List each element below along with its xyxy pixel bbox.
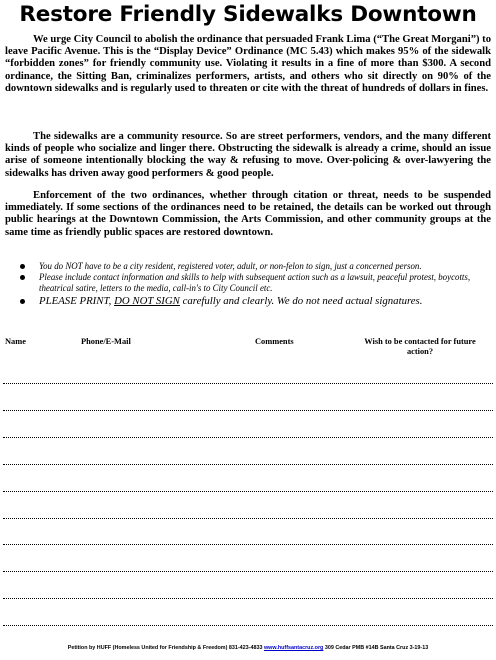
signature-row-line xyxy=(3,544,493,545)
website-link[interactable]: www.huffsantacruz.org xyxy=(263,645,324,651)
signature-row-line xyxy=(3,491,493,492)
footer xyxy=(0,645,496,651)
page-title: Restore Friendly Sidewalks Downtown xyxy=(19,2,477,27)
paragraph-enforcement: Enforcement of the two ordinances, whether through citation or threat, needs to be suspended immediately. If some sections of the ordinances need to be retained, the details can be worked out through public hearings at the Downtown Commission, the Arts Commission, and other community groups at the same time as friendly public spaces are restored downtown. xyxy=(5,190,491,238)
signature-row-line xyxy=(3,571,493,572)
instruction-print: PLEASE PRINT, DO NOT SIGN carefully and clearly. We do not need actual signatures. xyxy=(20,295,490,308)
bullet-icon xyxy=(20,264,25,269)
bullet-icon xyxy=(20,299,25,304)
paragraph-ordinances: We urge City Council to abolish the ordinance that persuaded Frank Lima (“The Great Morgani”) to leave Pacific Avenue. This is the “Display Device” Ordinance (MC 5.43) which makes 95% of the sidewalk “forbidden zones” for friendly community use. Violating it results in a fine of more than $300. A second ordinance, the Sitting Ban, criminalizes performers, artists, and others who sit directly on 90% of the downtown sidewalks and is regularly used to threaten or cite with the threat of hundreds of dollars in fines. xyxy=(5,34,491,94)
do-not-sign-text: DO NOT SIGN xyxy=(114,295,180,307)
footer-text: Petition by HUFF (Homeless United for Friendship & Freedom) 831-423-4833 xyxy=(67,645,264,651)
signature-row-line xyxy=(3,518,493,519)
instruction-contact-info: Please include contact information and skills to help with subsequent action such as a lawsuit, peaceful protest, boycotts, theatrical satire, letters to the media, call-in's to City Council etc. xyxy=(20,272,490,294)
signature-row-line xyxy=(3,464,493,465)
bullet-icon xyxy=(20,275,25,280)
paragraph-community-resource: The sidewalks are a community resource. So are street performers, vendors, and the many different kinds of people who socialize and linger there. Obstructing the sidewalk is already a crime, should an issue arise of someone intentionally blocking the way & refusing to move. Over-policing & over-lawyering the sidewalks has driven away good performers & good people. xyxy=(5,131,491,179)
signature-row-line xyxy=(3,383,493,384)
signature-row-line xyxy=(3,410,493,411)
column-header-contact: Wish to be contacted for future action? xyxy=(364,337,476,356)
instructions-list xyxy=(20,261,490,308)
signature-row-line xyxy=(3,437,493,438)
footer-address: 309 Cedar PMB #14B Santa Cruz 3-19-13 xyxy=(323,645,429,651)
column-header-phone: Phone/E-Mail xyxy=(81,337,131,346)
instruction-eligibility: You do NOT have to be a city resident, registered voter, adult, or non-felon to sign, just a concerned person. xyxy=(20,261,490,272)
signature-row-line xyxy=(3,625,493,626)
column-header-comments: Comments xyxy=(255,337,294,346)
column-header-name: Name xyxy=(5,337,26,346)
signature-row-line xyxy=(3,598,493,599)
emphasis-not: NOT xyxy=(65,261,83,271)
